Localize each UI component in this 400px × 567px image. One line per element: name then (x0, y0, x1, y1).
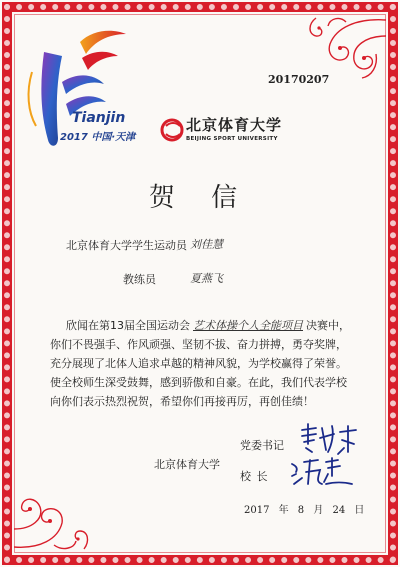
body-line-1 (66, 317, 378, 336)
body-line-5: 向你们表示热烈祝贺，希望你们再接再厉，再创佳绩！ (50, 395, 314, 408)
party-secretary-signature-icon (298, 422, 360, 456)
floral-swirl-bottom-left-icon (14, 483, 104, 553)
role-president: 校 长 (240, 470, 269, 483)
body-line-4: 使全校师生深受鼓舞，感到骄傲和自豪。在此，我们代表学校 (50, 376, 347, 389)
body-line-1-suffix: 决赛中， (306, 319, 350, 332)
games-logo-text: Tianjin (72, 110, 126, 126)
recipient-name: 刘佳慧 (190, 238, 223, 251)
games-logo-subtext: 2017 中国·天津 (60, 132, 136, 143)
coach-label: 教练员 (123, 273, 156, 286)
president-signature-icon (288, 456, 354, 488)
tianjin-games-logo-icon (22, 22, 134, 170)
body-line-1-prefix: 欣闻在第13届全国运动会 (66, 319, 190, 332)
body-line-3: 充分展现了北体人追求卓越的精神风貌，为学校赢得了荣誉。 (50, 357, 347, 370)
recipient-label: 北京体育大学学生运动员 (66, 239, 187, 252)
certificate-date: 2017 年 8 月 24 日 (244, 505, 365, 516)
body-line-2: 你们不畏强手、作风顽强、坚韧不拔、奋力拼搏，勇夺奖牌， (50, 338, 347, 351)
coach-name: 夏燕飞 (190, 272, 223, 285)
certificate-number: 20170207 (268, 73, 330, 86)
university-name-cn: 北京体育大学 (186, 116, 283, 134)
signing-organization: 北京体育大学 (154, 458, 220, 471)
certificate-title: 贺 信 (148, 183, 252, 213)
event-name: 艺术体操个人全能项目 (193, 319, 303, 332)
role-party-secretary: 党委书记 (240, 439, 284, 452)
university-name-en: BEIJING SPORT UNIVERSITY (186, 136, 278, 142)
